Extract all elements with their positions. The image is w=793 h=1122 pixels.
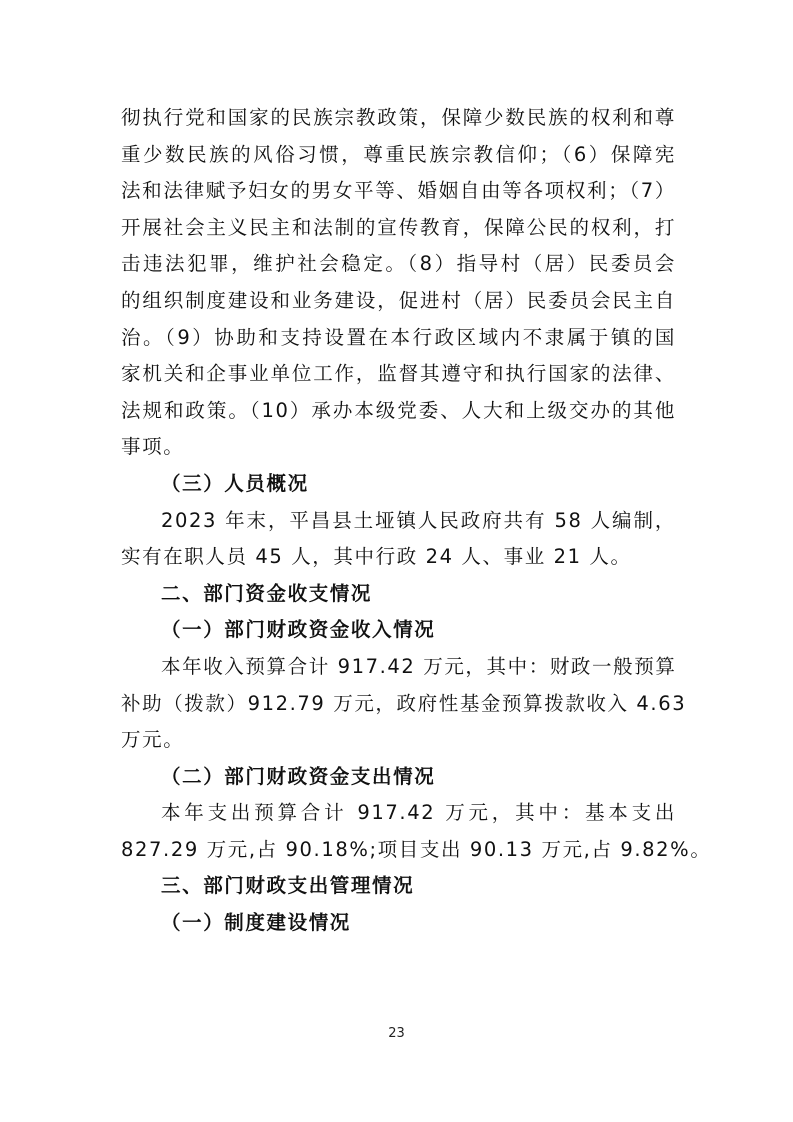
- paragraph-line: 重少数民族的风俗习惯，尊重民族宗教信仰；（6）保障宪: [121, 142, 676, 166]
- paragraph-line: 本年收入预算合计 917.42 万元，其中：财政一般预算: [161, 654, 677, 678]
- paragraph-line: 彻执行党和国家的民族宗教政策，保障少数民族的权利和尊: [121, 106, 676, 129]
- paragraph-line: 万元。: [121, 728, 185, 752]
- section-heading-income: （一）部门财政资金收入情况: [161, 618, 436, 642]
- paragraph-line: 的组织制度建设和业务建设，促进村（居）民委员会民主自: [121, 288, 676, 312]
- page-number: 23: [388, 1026, 405, 1041]
- paragraph-line: 实有在职人员 45 人，其中行政 24 人、事业 21 人。: [121, 545, 632, 569]
- paragraph-line: 本年支出预算合计 917.42 万元，其中：基本支出: [161, 801, 676, 825]
- paragraph-line: 家机关和企事业单位工作，监督其遵守和执行国家的法律、: [121, 362, 676, 386]
- paragraph-line: 治。（9）协助和支持设置在本行政区域内不隶属于镇的国: [121, 325, 676, 349]
- section-heading-expenditure: （二）部门财政资金支出情况: [161, 764, 436, 788]
- paragraph-line: 击违法犯罪，维护社会稳定。（8）指导村（居）民委员会: [121, 252, 676, 276]
- section-heading-system: （一）制度建设情况: [161, 911, 351, 935]
- paragraph-line: 开展社会主义民主和法制的宣传教育，保障公民的权利，打: [121, 215, 676, 239]
- section-heading-funds: 二、部门资金收支情况: [161, 581, 373, 605]
- body-text: [121, 100, 712, 942]
- paragraph-line: 法规和政策。（10）承办本级党委、人大和上级交办的其他: [121, 398, 676, 422]
- paragraph-line: 2023 年末，平昌县土垭镇人民政府共有 58 人编制，: [161, 508, 676, 532]
- paragraph-line: 827.29 万元,占 90.18%;项目支出 90.13 万元,占 9.82%。: [121, 837, 712, 861]
- paragraph-line: 事项。: [121, 435, 185, 459]
- paragraph-line: 补助（拨款）912.79 万元，政府性基金预算拨款收入 4.63: [121, 691, 687, 715]
- section-heading-staff: （三）人员概况: [161, 471, 309, 495]
- paragraph-line: 法和法律赋予妇女的男女平等、婚姻自由等各项权利；（7）: [121, 179, 676, 203]
- section-heading-management: 三、部门财政支出管理情况: [161, 874, 415, 898]
